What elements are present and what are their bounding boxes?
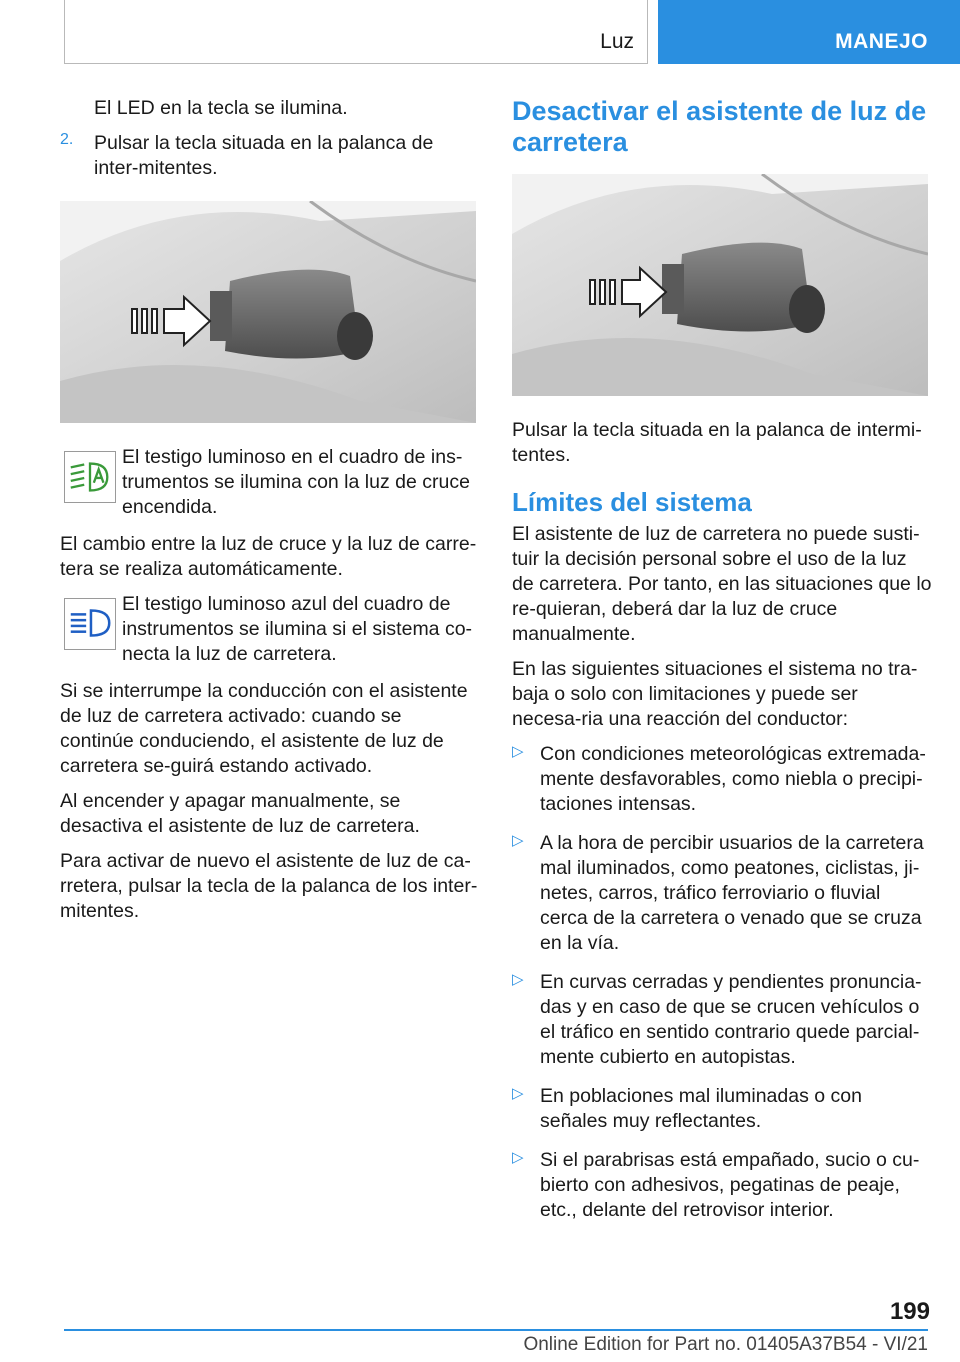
section-title: Luz (600, 30, 634, 53)
lever-button-photo-2 (512, 174, 928, 396)
manual-paragraph: Al encender y apagar manualmente, se desactiva el asistente de luz de carretera. (60, 790, 420, 837)
switch-paragraph: El cambio entre la luz de cruce y la luz de carre-tera se realiza automáticamente. (60, 533, 477, 580)
indicator2-text: El testigo luminoso azul del cuadro de instrumentos se ilumina si el sistema co-necta la luz de carretera. (122, 593, 473, 665)
triangle-bullet-icon: ▷ (512, 743, 524, 760)
edition-note: Online Edition for Part no. 01405A37B54 - VI/21 (523, 1334, 928, 1355)
step-text: Pulsar la tecla situada en la palanca de inter-mitentes. (94, 132, 434, 179)
page-number: 199 (889, 1298, 930, 1325)
section-heading: Desactivar el asistente de luz de carretera (512, 96, 927, 157)
reactivate-paragraph: Para activar de nuevo el asistente de luz de ca-rretera, pulsar la tecla de la palanca de los inter-mitentes. (60, 850, 478, 922)
low-beam-indicator-note (60, 445, 478, 520)
triangle-bullet-icon: ▷ (512, 1149, 524, 1166)
high-beam-blue-icon (64, 598, 116, 650)
list-item: ▷ En poblaciones mal iluminadas o con señales muy reflectantes. (512, 1085, 862, 1132)
led-note: El LED en la tecla se ilumina. (94, 97, 348, 119)
chapter-tab[interactable]: MANEJO (658, 0, 960, 64)
limits-paragraph: El asistente de luz de carretera no puede susti-tuir la decisión personal sobre el uso de la luz de carretera. Por tanto, en las situaciones que lo re-quieran, deberá dar la luz de cruce manualmente. (512, 523, 932, 645)
limits-heading: Límites del sistema (512, 487, 752, 517)
limitations-list (512, 742, 932, 1223)
situations-paragraph: En las siguientes situaciones el sistema no tra-baja o solo con limitaciones y puede ser necesa-ria una reacción del conductor: (512, 658, 918, 730)
press-paragraph: Pulsar la tecla situada en la palanca de intermi-tentes. (512, 419, 922, 466)
lever-button-photo (60, 201, 476, 423)
footer-divider (64, 1329, 928, 1331)
interrupt-paragraph: Si se interrumpe la conducción con el asistente de luz de carretera activado: cuando se continúe conduciendo, el asistente de luz de carretera se-guirá estando activado. (60, 680, 468, 777)
list-item: ▷ A la hora de percibir usuarios de la carretera mal iluminados, como peatones, ciclistas, ji-netes, carros, tráfico ferroviario o fluvial cerca de la carretera o venado que se cruza en la vía. (512, 832, 924, 954)
high-beam-indicator-note (60, 592, 478, 667)
indicator1-text: El testigo luminoso en el cuadro de ins-trumentos se ilumina con la luz de cruce encendida. (122, 446, 470, 518)
high-beam-assistant-green-icon (64, 451, 116, 503)
triangle-bullet-icon: ▷ (512, 971, 524, 988)
step-number: 2. (60, 131, 74, 148)
list-item: ▷ En curvas cerradas y pendientes pronuncia-das y en caso de que se crucen vehículos o el tráfico en sentido contrario quede parcial-mente cubierto en autopistas. (512, 971, 922, 1068)
step-2 (60, 131, 478, 181)
triangle-bullet-icon: ▷ (512, 1085, 524, 1102)
list-item: ▷ Con condiciones meteorológicas extremada-mente desfavorables, como niebla o precipi-taciones intensas. (512, 743, 926, 815)
triangle-bullet-icon: ▷ (512, 832, 524, 849)
right-column (512, 96, 932, 1237)
left-column (60, 96, 478, 934)
list-item: ▷ Si el parabrisas está empañado, sucio o cu-bierto con adhesivos, pegatinas de peaje, etc., delante del retrovisor interior. (512, 1149, 920, 1221)
